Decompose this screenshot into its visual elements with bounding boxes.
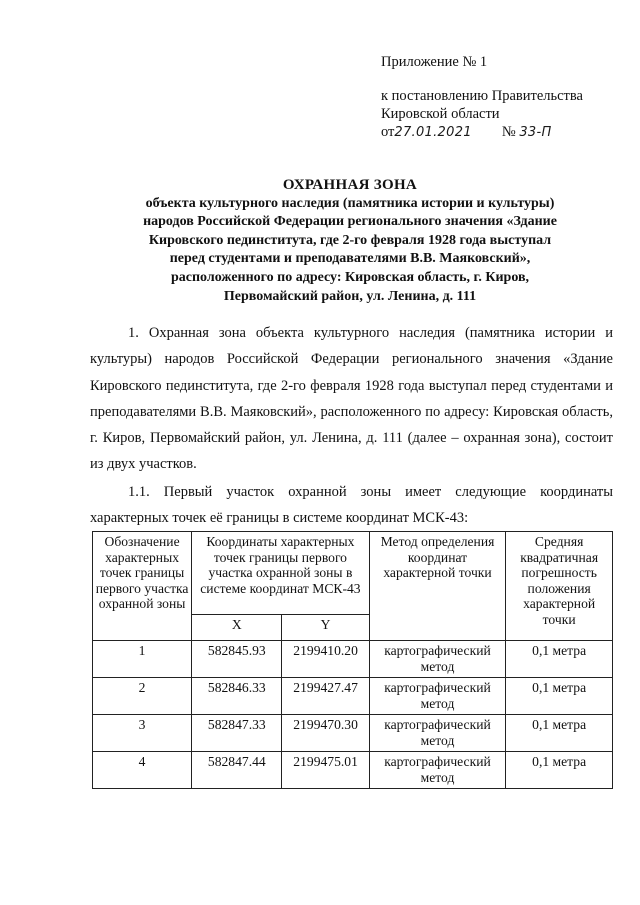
cell-method: картографический метод xyxy=(369,678,506,715)
cell-error: 0,1 метра xyxy=(506,715,613,752)
cell-method: картографический метод xyxy=(369,641,506,678)
cell-x: 582847.33 xyxy=(192,715,282,752)
cell-y: 2199427.47 xyxy=(282,678,369,715)
appendix-line-2: Кировской области xyxy=(381,106,500,122)
cell-point: 1 xyxy=(93,641,192,678)
cell-x: 582846.33 xyxy=(192,678,282,715)
cell-y: 2199475.01 xyxy=(282,752,369,789)
cell-y: 2199470.30 xyxy=(282,715,369,752)
header-y: Y xyxy=(282,615,369,641)
paragraph-1 xyxy=(90,320,613,478)
header-coordinates: Координаты характерных точек границы первого участка охранной зоны в системе координат МСК-43 xyxy=(192,532,370,615)
table-row xyxy=(93,752,613,789)
cell-error: 0,1 метра xyxy=(506,678,613,715)
cell-y: 2199410.20 xyxy=(282,641,369,678)
heading-line: Первомайский район, ул. Ленина, д. 111 xyxy=(223,288,477,304)
cell-x: 582845.93 xyxy=(192,641,282,678)
heading-line: народов Российской Федерации регионального значения «Здание xyxy=(143,214,557,230)
heading-line: перед студентами и преподавателями В.В. Маяковский», xyxy=(169,251,531,267)
number-label: № xyxy=(501,124,516,140)
cell-method: картографический метод xyxy=(369,715,506,752)
heading-line: расположенного по адресу: Кировская область, г. Киров, xyxy=(170,269,530,285)
cell-error: 0,1 метра xyxy=(506,752,613,789)
cell-error: 0,1 метра xyxy=(506,641,613,678)
table-row xyxy=(93,678,613,715)
header-method: Метод определения координат характерной точки xyxy=(369,532,506,641)
header-error: Средняя квадратичная погрешность положения характерной точки xyxy=(506,532,613,641)
coordinates-table xyxy=(92,531,613,789)
table-header-row xyxy=(93,532,613,615)
heading-main: ОХРАННАЯ ЗОНА xyxy=(282,177,418,193)
table-row xyxy=(93,641,613,678)
table-row xyxy=(93,715,613,752)
header-point: Обозначение характерных точек границы первого участка охранной зоны xyxy=(93,532,192,641)
from-label: от xyxy=(381,124,395,140)
header-x: X xyxy=(192,615,282,641)
heading-line: Кировского пединститута, где 2-го февраля 1928 года выступал xyxy=(148,232,552,248)
appendix-title: Приложение № 1 xyxy=(381,54,488,70)
handwritten-date: 27.01.2021 xyxy=(394,125,472,140)
cell-x: 582847.44 xyxy=(192,752,282,789)
paragraph-1-1 xyxy=(90,479,613,532)
appendix-line-1: к постановлению Правительства xyxy=(381,88,583,104)
heading-line: объекта культурного наследия (памятника истории и культуры) xyxy=(145,195,555,211)
cell-point: 2 xyxy=(93,678,192,715)
paragraph-1-1-text: 1.1. Первый участок охранной зоны имеет следующие координаты характерных точек её границы в системе координат МСК-43: xyxy=(90,484,613,527)
document-heading xyxy=(90,176,610,306)
cell-method: картографический метод xyxy=(369,752,506,789)
cell-point: 3 xyxy=(93,715,192,752)
cell-point: 4 xyxy=(93,752,192,789)
paragraph-1-text: 1. Охранная зона объекта культурного наследия (памятника истории и культуры) народов Российской Федерации регионального значения «Здание Кировского пединститута, где 2-го февраля 1928 года выступал перед студентами и преподавателями В.В. Маяковский», расположенного по адресу: Кировская область, г. Киров, Первомайский район, ул. Ленина, д. 111 (далее – охранная зона), состоит из двух участков. xyxy=(90,325,613,473)
appendix-date-row xyxy=(381,123,583,142)
handwritten-number: 33-П xyxy=(519,125,552,140)
appendix-block xyxy=(381,53,583,142)
